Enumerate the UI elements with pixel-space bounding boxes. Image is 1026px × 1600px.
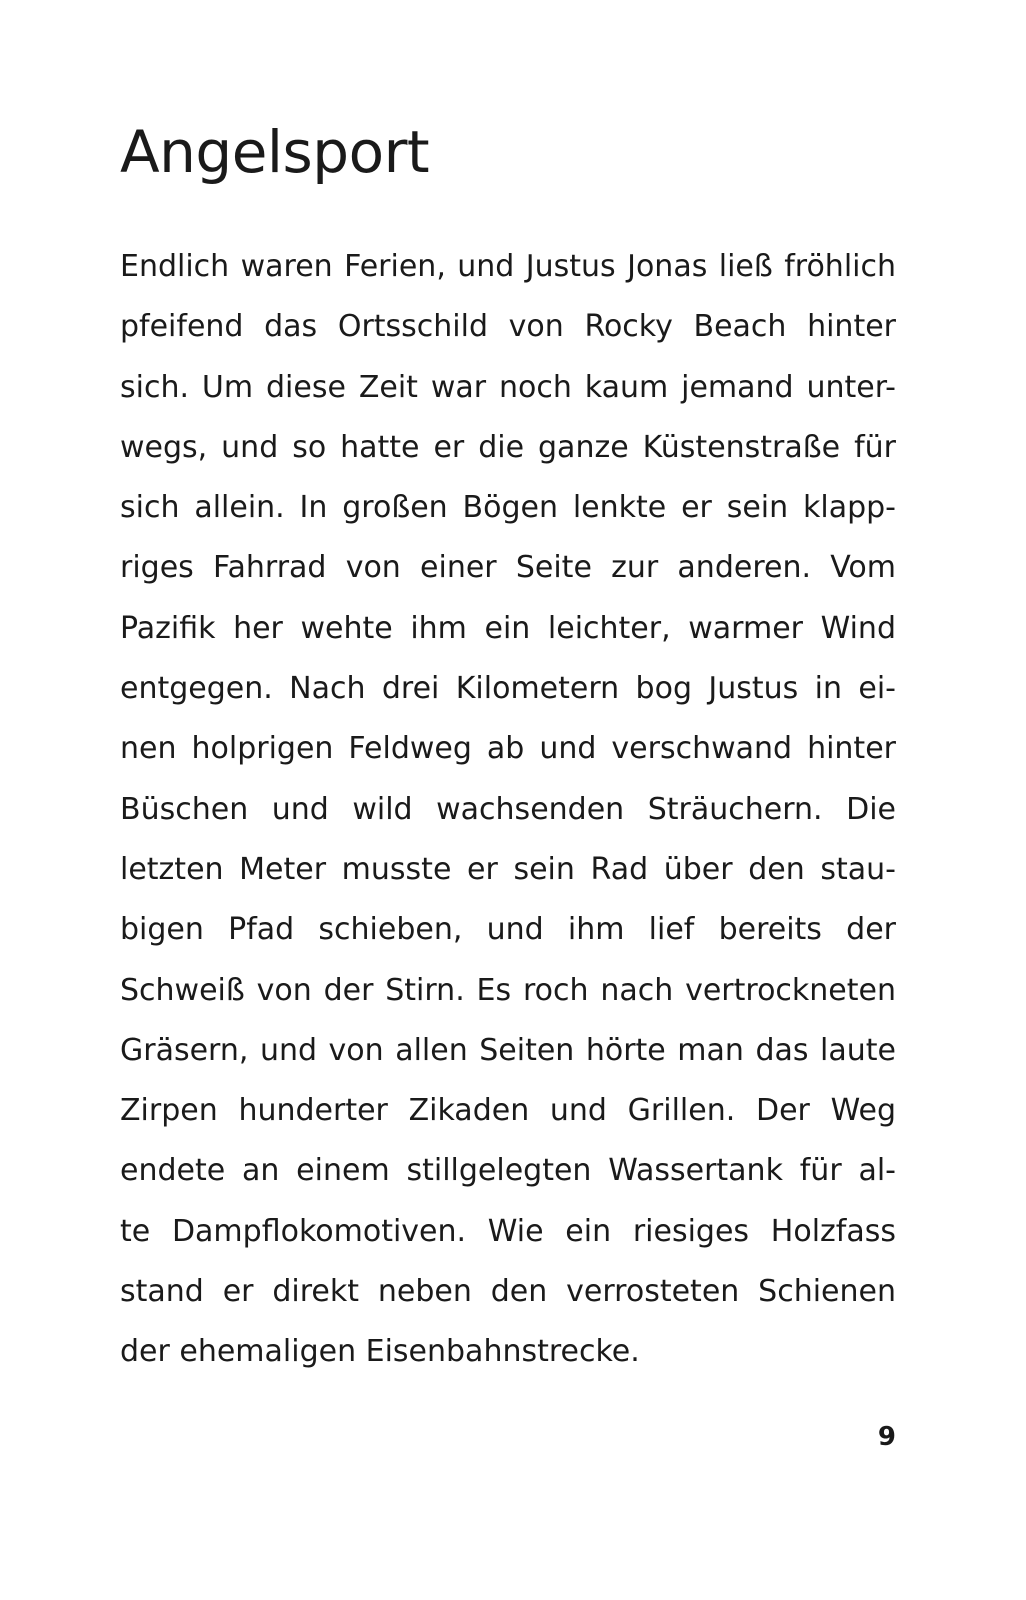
text-line: riges Fahrrad von einer Seite zur anderen. Vom xyxy=(120,550,896,586)
chapter-title: Angelsport xyxy=(120,118,430,186)
text-line: endete an einem stillgelegten Wassertank für al- xyxy=(120,1153,896,1189)
text-line: sich allein. In großen Bögen lenkte er sein klapp- xyxy=(120,490,896,526)
text-line: Pazifik her wehte ihm ein leichter, warmer Wind xyxy=(120,610,896,646)
text-line: Büschen und wild wachsenden Sträuchern. Die xyxy=(120,791,896,827)
text-line: der ehemaligen Eisenbahnstrecke. xyxy=(120,1334,640,1370)
text-line: stand er direkt neben den verrosteten Schienen xyxy=(120,1274,896,1310)
text-line: Zirpen hunderter Zikaden und Grillen. Der Weg xyxy=(120,1093,896,1129)
text-line: pfeifend das Ortsschild von Rocky Beach hinter xyxy=(120,309,896,345)
text-line: sich. Um diese Zeit war noch kaum jemand unter- xyxy=(120,369,896,405)
text-line: bigen Pfad schieben, und ihm lief bereits der xyxy=(120,912,896,948)
text-line: Schweiß von der Stirn. Es roch nach vertrockneten xyxy=(120,972,896,1008)
text-line: nen holprigen Feldweg ab und verschwand hinter xyxy=(120,731,896,767)
text-line: letzten Meter musste er sein Rad über den stau- xyxy=(120,851,896,887)
text-line: wegs, und so hatte er die ganze Küstenstraße für xyxy=(120,429,896,465)
text-line: Gräsern, und von allen Seiten hörte man das laute xyxy=(120,1032,896,1068)
text-line: entgegen. Nach drei Kilometern bog Justus in ei- xyxy=(120,671,896,707)
text-line: Endlich waren Ferien, und Justus Jonas ließ fröhlich xyxy=(120,249,896,284)
text-line: te Dampflokomotiven. Wie ein riesiges Holzfass xyxy=(120,1213,896,1249)
body-paragraph xyxy=(120,237,896,1383)
page-number: 9 xyxy=(877,1422,896,1452)
